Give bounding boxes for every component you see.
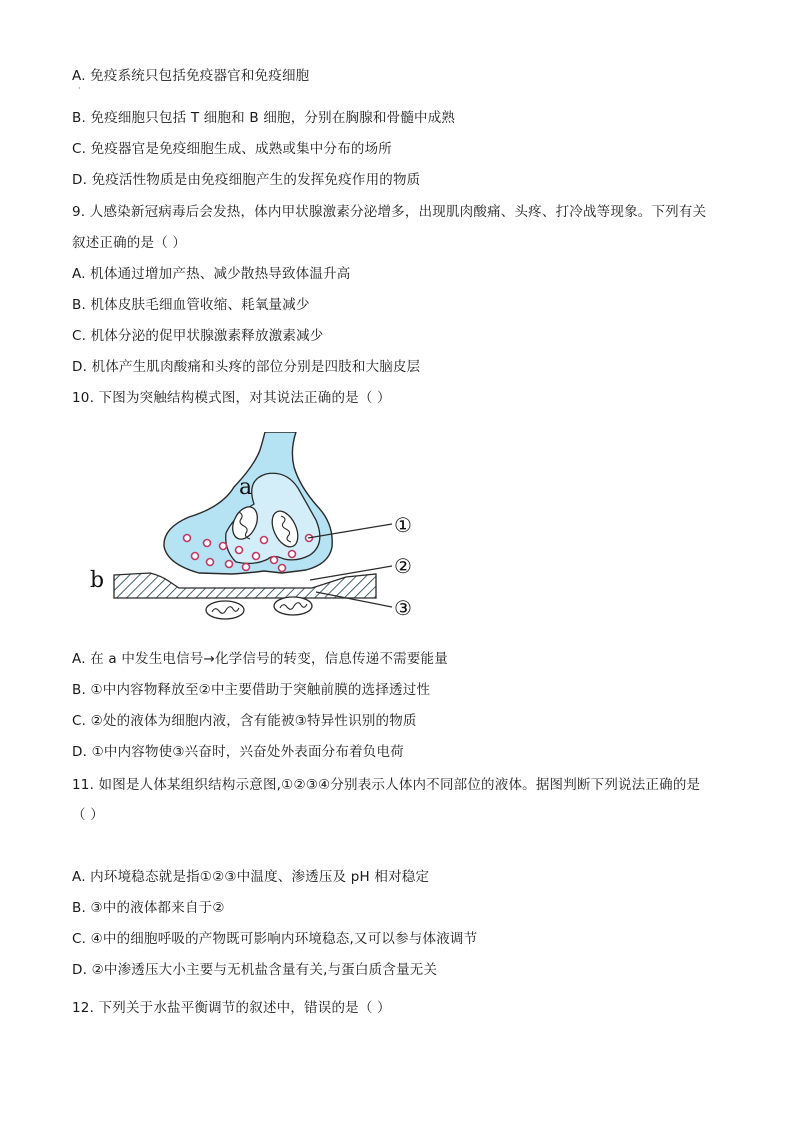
vesicle xyxy=(289,551,296,558)
vesicle xyxy=(271,557,278,564)
vesicle xyxy=(243,564,250,571)
vesicle xyxy=(236,547,243,554)
vesicle xyxy=(184,535,191,542)
vesicle xyxy=(226,561,233,568)
q9-stem-line2: 叙述正确的是（ ） xyxy=(72,235,187,251)
q10-option-b: B. ①中内容物释放至②中主要借助于突触前膜的选择透过性 xyxy=(72,682,431,698)
q12-stem: 12. 下列关于水盐平衡调节的叙述中，错误的是（ ） xyxy=(72,1000,391,1016)
stray-dot: · xyxy=(78,84,81,93)
q9-stem-line1: 9. 人感染新冠病毒后会发热，体内甲状腺激素分泌增多，出现肌肉酸痛、头疼、打冷战等现象。下列有关 xyxy=(72,204,707,220)
q8-option-b: B. 免疫细胞只包括 T 细胞和 B 细胞，分别在胸腺和骨髓中成熟 xyxy=(72,110,456,126)
q11-stem-line1: 11. 如图是人体某组织结构示意图,①②③④分别表示人体内不同部位的液体。据图判断下列说法正确的是 xyxy=(72,777,701,793)
q8-option-d: D. 免疫活性物质是由免疫细胞产生的发挥免疫作用的物质 xyxy=(72,172,421,188)
vesicle xyxy=(207,559,214,566)
q9-option-a: A. 机体通过增加产热、减少散热导致体温升高 xyxy=(72,266,351,282)
q10-stem: 10. 下图为突触结构模式图，对其说法正确的是（ ） xyxy=(72,390,391,406)
vesicle xyxy=(204,540,211,547)
vesicle xyxy=(192,553,199,560)
q10-option-c: C. ②处的液体为细胞内液，含有能被③特异性识别的物质 xyxy=(72,713,417,729)
q8-option-a: A. 免疫系统只包括免疫器官和免疫细胞 xyxy=(72,68,310,84)
synapse-diagram xyxy=(84,432,434,627)
vesicle xyxy=(279,565,286,572)
q10-option-a: A. 在 a 中发生电信号→化学信号的转变，信息传递不需要能量 xyxy=(72,651,448,667)
label-a: a xyxy=(239,475,253,500)
q10-option-d: D. ①中内容物使③兴奋时，兴奋处外表面分布着负电荷 xyxy=(72,744,404,760)
label-circle-2: ② xyxy=(394,554,412,578)
label-b: b xyxy=(90,568,105,593)
q11-option-d: D. ②中渗透压大小主要与无机盐含量有关,与蛋白质含量无关 xyxy=(72,962,438,978)
q8-option-c: C. 免疫器官是免疫细胞生成、成熟或集中分布的场所 xyxy=(72,141,393,157)
q9-option-c: C. 机体分泌的促甲状腺激素释放激素减少 xyxy=(72,328,324,344)
q11-stem-line2: （ ） xyxy=(72,807,104,823)
vesicle xyxy=(253,553,260,560)
q9-option-b: B. 机体皮肤毛细血管收缩、耗氧量减少 xyxy=(72,297,310,313)
q9-option-d: D. 机体产生肌肉酸痛和头疼的部位分别是四肢和大脑皮层 xyxy=(72,359,421,375)
q11-option-b: B. ③中的液体都来自于② xyxy=(72,900,225,916)
vesicle xyxy=(220,543,227,550)
vesicle xyxy=(261,537,268,544)
label-circle-3: ③ xyxy=(394,596,412,620)
label-circle-1: ① xyxy=(394,513,412,537)
q11-option-a: A. 内环境稳态就是指①②③中温度、渗透压及 pH 相对稳定 xyxy=(72,869,430,885)
q11-option-c: C. ④中的细胞呼吸的产物既可影响内环境稳态,又可以参与体液调节 xyxy=(72,931,478,947)
postsynaptic-membrane xyxy=(114,573,376,598)
